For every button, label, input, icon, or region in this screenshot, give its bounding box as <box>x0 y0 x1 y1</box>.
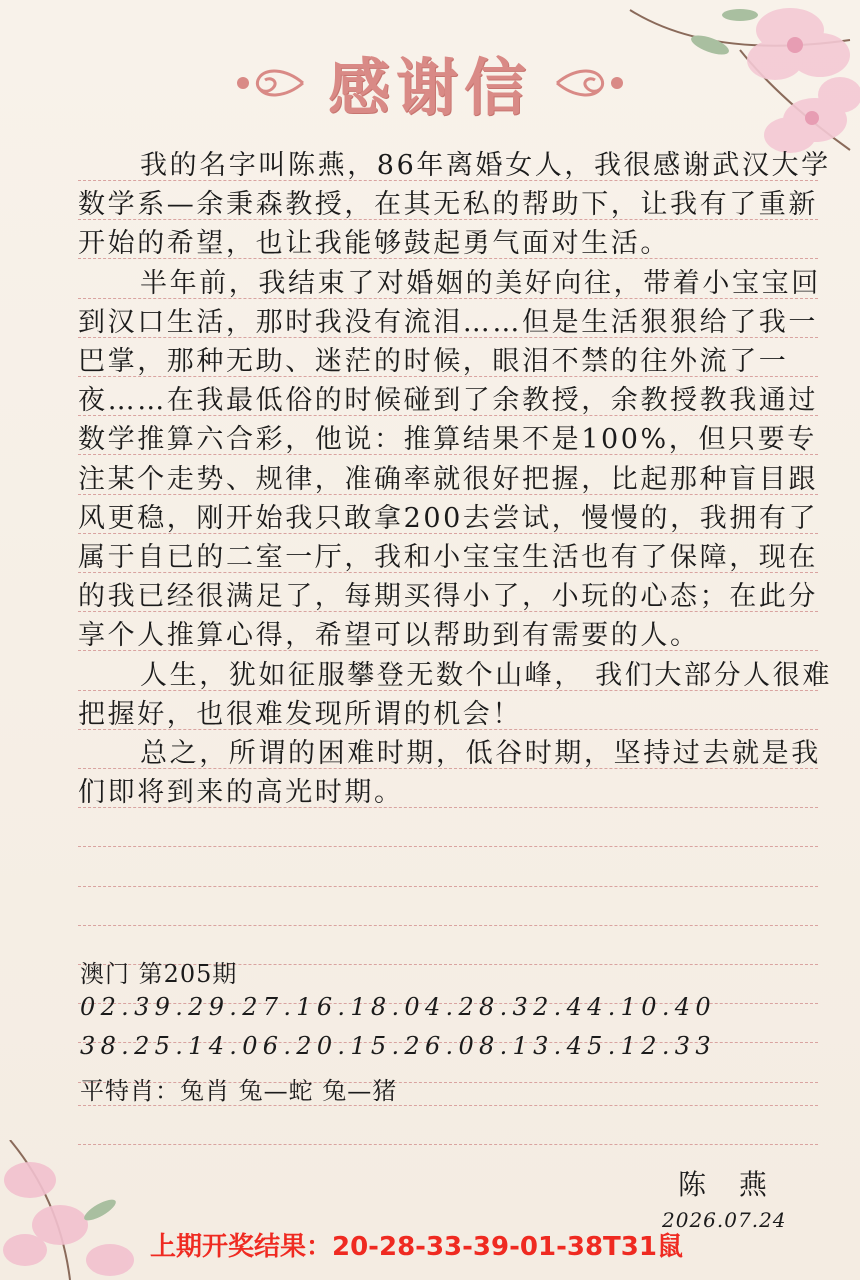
numbers-line-1: 02.39.29.27.16.18.04.28.32.44.10.40 <box>80 993 716 1021</box>
paragraph: 人生，犹如征服攀登无数个山峰， 我们大部分人很难把握好，也很难发现所谓的机会！ <box>78 659 832 730</box>
zodiac-line: 平特肖：兔肖 兔—蛇 兔—猪 <box>80 1077 398 1105</box>
rule-line <box>78 925 818 926</box>
signature: 陈 燕 <box>678 1168 779 1201</box>
paragraph: 半年前，我结束了对婚姻的美好向往，带着小宝宝回到汉口生活，那时我没有流泪……但是生活狠狠给了我一巴掌，那种无助、迷茫的时候，眼泪不禁的往外流了一夜……在我最低俗的时候碰到了余教授，余教授教我通过数学推算六合彩，他说：推算结果不是100%，但只要专注某个走势、规律，准确率就很好把握，比起那种盲目跟风更稳，刚开始我只敢拿200去尝试，慢慢的，我拥有了属于自已的二室一厅，我和小宝宝生活也有了保障，现在的我已经很满足了，每期买得小了，小玩的心态；在此分享个人推算心得，希望可以帮助到有需要的人。 <box>78 267 821 652</box>
rule-line <box>78 886 818 887</box>
letter-title: 感谢信 <box>327 51 532 124</box>
title-area <box>0 38 860 127</box>
paragraph: 我的名字叫陈燕，86年离婚女人，我很感谢武汉大学数学系—余秉森教授，在其无私的帮助下，让我有了重新开始的希望，也让我能够鼓起勇气面对生活。 <box>78 150 831 260</box>
bottom-left-flowers <box>0 1140 170 1280</box>
letter-body <box>78 146 838 812</box>
issue-label: 澳门 第205期 <box>80 960 238 988</box>
left-ornament-icon <box>235 66 305 100</box>
letter-date: 2026.07.24 <box>662 1208 787 1232</box>
numbers-line-2: 38.25.14.06.20.15.26.08.13.45.12.33 <box>80 1032 716 1060</box>
rule-line <box>78 1144 818 1145</box>
paragraph: 总之，所谓的困难时期，低谷时期，坚持过去就是我们即将到来的高光时期。 <box>78 738 821 809</box>
right-ornament-icon <box>555 66 625 100</box>
last-result: 上期开奖结果：20-28-33-39-01-38T31鼠 <box>150 1232 683 1262</box>
rule-line <box>78 846 818 847</box>
